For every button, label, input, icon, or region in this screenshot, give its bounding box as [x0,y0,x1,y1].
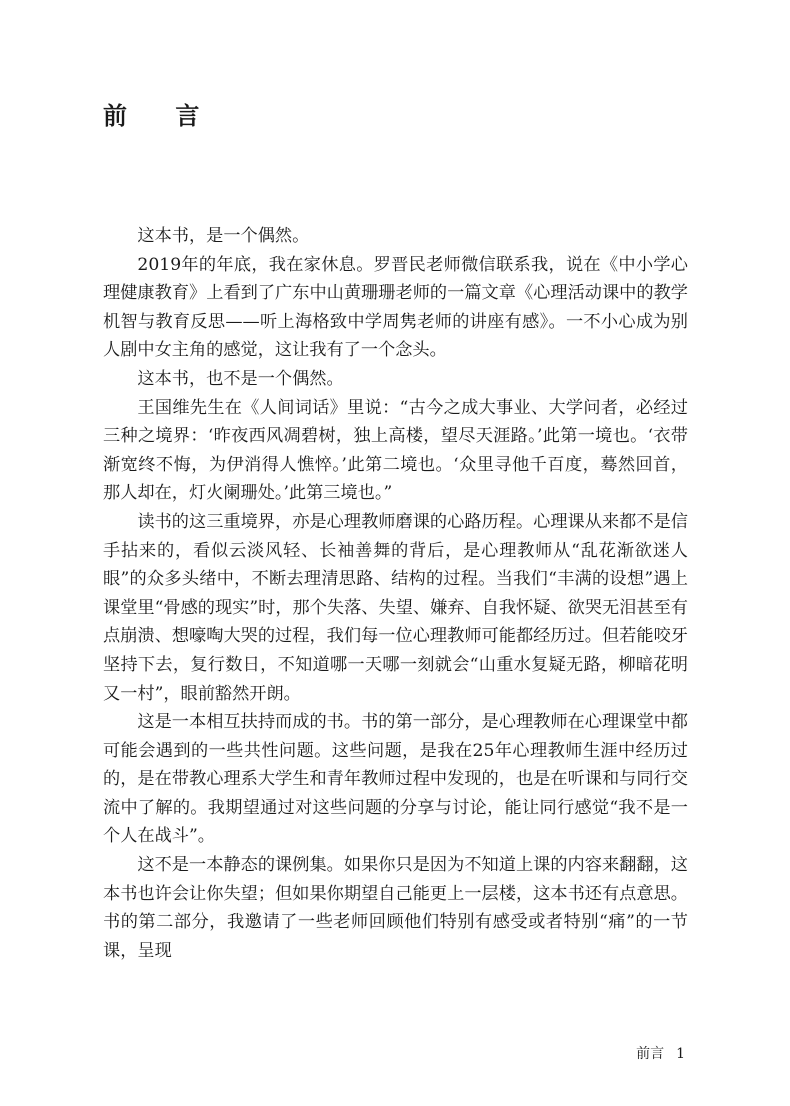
paragraph-1: 这本书，是一个偶然。 [137,226,310,246]
paragraph-2: 2019年的年底，我在家休息。罗晋民老师微信联系我，说在《中小学心理健康教育》上看到了广东中山黄珊珊老师的一篇文章《心理活动课中的教学机智与教育反思——听上海格致中学周隽老师的讲座有感》。一不小心成为别人剧中女主角的感觉，这让我有了一个念头。 [103,254,688,361]
paragraph-4: 王国维先生在《人间词话》里说：“古今之成大事业、大学问者，必经过三种之境界：‘昨夜西风凋碧树，独上高楼，望尽天涯路。’此第一境也。‘衣带渐宽终不悔，为伊消得人憔悴。’此第二境也。‘众里寻他千百度，蓦然回首，那人却在，灯火阑珊处。’此第三境也。” [103,397,688,504]
paragraph-6: 这是一本相互扶持而成的书。书的第一部分，是心理教师在心理课堂中都可能会遇到的一些共性问题。这些问题，是我在25年心理教师生涯中经历过的，是在带教心理系大学生和青年教师过程中发现的，也是在听课和与同行交流中了解的。我期望通过对这些问题的分享与讨论，能让同行感觉“我不是一个人在战斗”。 [103,712,688,847]
preface-body [103,222,688,965]
page-footer [636,1045,685,1063]
paragraph-7: 这不是一本静态的课例集。如果你只是因为不知道上课的内容来翻翻，这本书也许会让你失望；但如果你期望自己能更上一层楼，这本书还有点意思。书的第二部分，我邀请了一些老师回顾他们特别有感受或者特别“痛”的一节课，呈现 [103,855,688,961]
paragraph-3: 这本书，也不是一个偶然。 [137,368,344,389]
page-number: 1 [676,1046,685,1062]
page-title: 前 言 [103,101,220,130]
running-head: 前言 [636,1046,665,1062]
paragraph-5: 读书的这三重境界，亦是心理教师磨课的心路历程。心理课从来都不是信手拈来的，看似云淡风轻、长袖善舞的背后，是心理教师从“乱花渐欲迷人眼”的众多头绪中，不断去理清思路、结构的过程。当我们“丰满的设想”遇上课堂里“骨感的现实”时，那个失落、失望、嫌弃、自我怀疑、欲哭无泪甚至有点崩溃、想嚎啕大哭的过程，我们每一位心理教师可能都经历过。但若能咬牙坚持下去，复行数日，不知道哪一天哪一刻就会“山重水复疑无路，柳暗花明又一村”，眼前豁然开朗。 [103,511,688,704]
